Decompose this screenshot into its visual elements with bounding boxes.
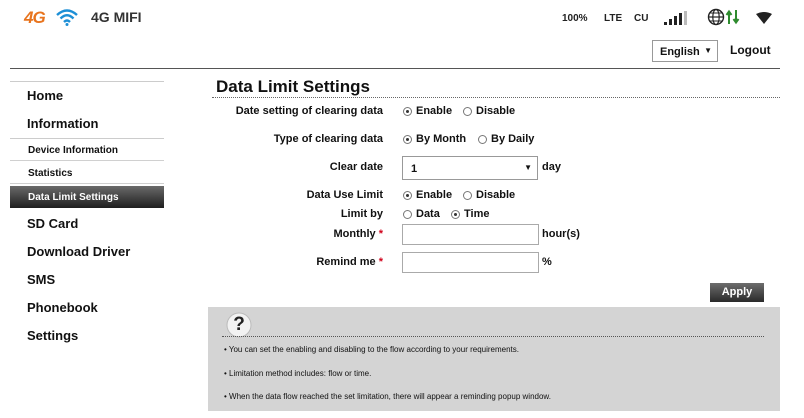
clear-setting-disable-radio[interactable] xyxy=(463,107,472,116)
data-use-limit-disable-label: Disable xyxy=(476,189,516,201)
clear-type-month-label: By Month xyxy=(416,133,467,145)
clear-type-label: Type of clearing data xyxy=(273,133,383,145)
help-icon-glyph: ? xyxy=(233,314,245,335)
required-mark: * xyxy=(378,256,383,268)
required-mark: * xyxy=(378,228,383,240)
clear-date-value: 1 xyxy=(411,163,418,175)
logout-link[interactable]: Logout xyxy=(730,43,771,57)
data-use-limit-label: Data Use Limit xyxy=(306,189,383,201)
sidebar-item-sms[interactable]: SMS xyxy=(27,272,56,287)
data-use-limit-enable-radio[interactable] xyxy=(403,191,412,200)
clear-setting-disable-label: Disable xyxy=(476,105,516,117)
page-title: Data Limit Settings xyxy=(216,77,370,96)
remind-me-input[interactable] xyxy=(402,252,539,273)
monthly-unit: hour(s) xyxy=(542,228,580,240)
help-line: • You can set the enabling and disabling to the flow according to your requirements. xyxy=(224,345,519,354)
device-name: 4G MIFI xyxy=(91,9,142,25)
chevron-down-icon: ▼ xyxy=(704,46,712,55)
internet-globe-icon xyxy=(707,8,743,26)
sidebar-item-device-information[interactable]: Device Information xyxy=(10,139,164,161)
monthly-label xyxy=(183,228,383,240)
help-line: • When the data flow reached the set limitation, there will appear a reminding popup window. xyxy=(224,392,551,401)
sidebar-item-download-driver[interactable]: Download Driver xyxy=(27,244,131,259)
brand-logo: 4G xyxy=(24,8,45,27)
wifi-icon xyxy=(55,8,79,26)
wifi-clients-icon xyxy=(756,12,772,24)
remind-me-label-text: Remind me xyxy=(316,256,376,268)
clear-type-daily-label: By Daily xyxy=(491,133,535,145)
monthly-label-text: Monthly xyxy=(333,228,376,240)
limit-by-time-radio[interactable] xyxy=(451,210,460,219)
carrier-name: CU xyxy=(634,13,649,24)
clear-setting-enable-radio[interactable] xyxy=(403,107,412,116)
help-divider xyxy=(222,336,764,337)
language-value: English xyxy=(660,46,700,58)
clear-date-label: Clear date xyxy=(329,161,383,173)
help-line: • Limitation method includes: flow or time. xyxy=(224,369,372,378)
network-type: LTE xyxy=(604,13,623,24)
sidebar-item-settings[interactable]: Settings xyxy=(27,328,79,343)
signal-strength-icon xyxy=(664,11,688,25)
title-divider xyxy=(212,97,780,98)
monthly-input[interactable] xyxy=(402,224,539,245)
sidebar-item-sd-card[interactable]: SD Card xyxy=(27,216,79,231)
sidebar-divider xyxy=(10,81,164,82)
clear-setting-label: Date setting of clearing data xyxy=(235,105,383,117)
data-use-limit-enable-label: Enable xyxy=(416,189,453,201)
sidebar-item-home[interactable]: Home xyxy=(27,88,64,103)
limit-by-label: Limit by xyxy=(340,208,383,220)
chevron-down-icon: ▼ xyxy=(524,163,532,172)
sidebar-item-information[interactable]: Information xyxy=(27,116,99,131)
battery-level: 100% xyxy=(562,13,588,24)
clear-date-select[interactable] xyxy=(402,156,538,180)
header-divider xyxy=(10,68,780,69)
remind-me-label xyxy=(183,256,383,268)
clear-type-daily-radio[interactable] xyxy=(478,135,487,144)
limit-by-data-radio[interactable] xyxy=(403,210,412,219)
data-use-limit-disable-radio[interactable] xyxy=(463,191,472,200)
language-select[interactable] xyxy=(652,40,718,62)
limit-by-data-label: Data xyxy=(416,208,440,220)
sidebar-item-phonebook[interactable]: Phonebook xyxy=(27,300,98,315)
sidebar-item-statistics[interactable]: Statistics xyxy=(10,162,164,184)
remind-me-unit: % xyxy=(542,256,552,268)
apply-button[interactable]: Apply xyxy=(710,283,764,302)
clear-setting-enable-label: Enable xyxy=(416,105,453,117)
clear-date-unit: day xyxy=(542,161,561,173)
limit-by-time-label: Time xyxy=(464,208,490,220)
sidebar-item-data-limit-settings[interactable]: Data Limit Settings xyxy=(10,186,164,208)
clear-type-month-radio[interactable] xyxy=(403,135,412,144)
